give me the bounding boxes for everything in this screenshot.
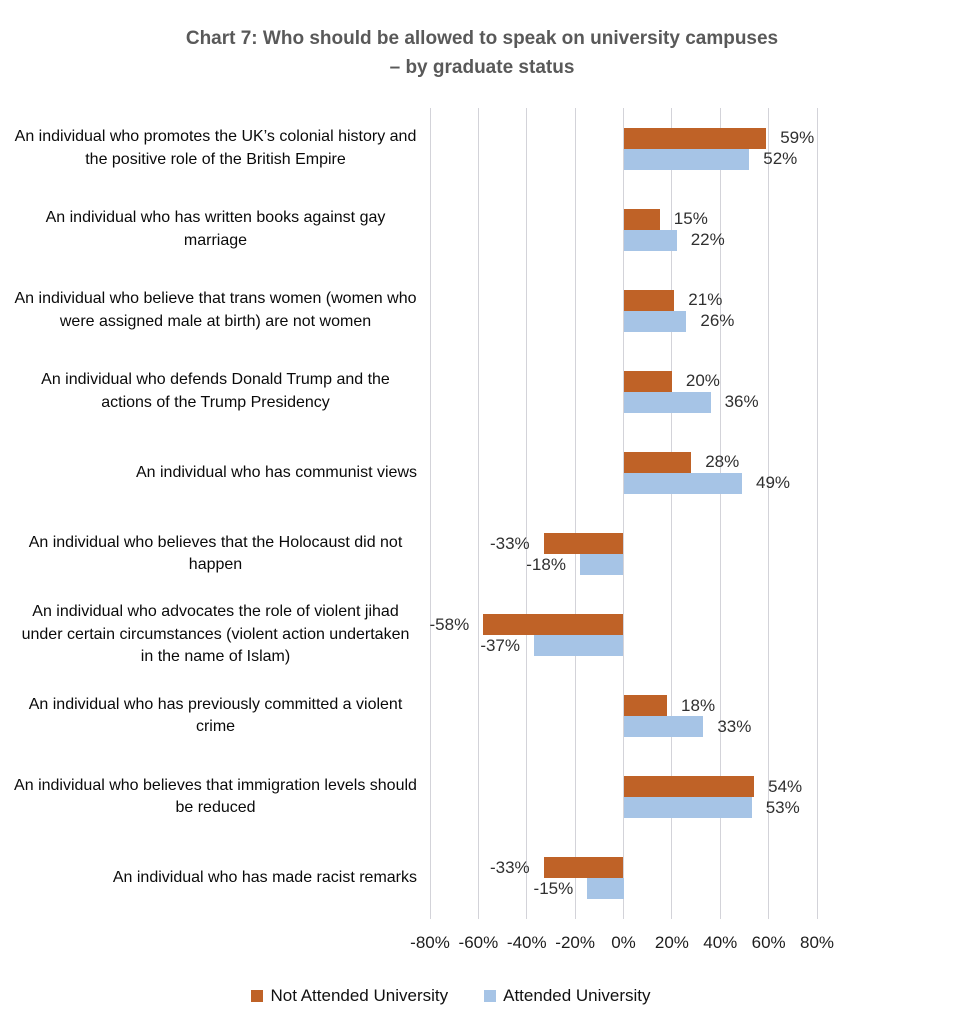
x-axis-tick: -80%	[410, 933, 450, 952]
bar-attended	[624, 392, 711, 413]
bar-attended	[624, 797, 752, 818]
x-axis-tick: 60%	[751, 933, 786, 952]
gridline	[575, 108, 576, 919]
bar-not-attended	[624, 371, 672, 392]
category-label-text: An individual who believes that the Holocaust did not happen	[28, 533, 403, 574]
bar-not-attended	[624, 695, 668, 716]
category-label	[14, 757, 417, 838]
category-label	[14, 432, 417, 513]
bar-attended	[587, 878, 623, 899]
category-label	[14, 108, 417, 189]
category-label	[14, 676, 417, 757]
bar-attended	[534, 635, 623, 656]
category-label	[14, 351, 417, 432]
category-label-text: An individual who has made racist remarks	[112, 869, 417, 887]
category-label-text: An individual who has written books against gay marriage	[45, 209, 386, 249]
value-label: 22%	[690, 230, 725, 250]
value-label: 33%	[717, 716, 752, 736]
category-label-text: An individual who promotes the UK’s colonial history and the positive role of the British Empire	[14, 128, 417, 168]
x-axis-tick: -20%	[555, 933, 595, 952]
x-axis-tick: 80%	[799, 933, 835, 952]
category-label-text: An individual who has previously committed a violent crime	[28, 695, 403, 736]
bar-attended	[624, 149, 750, 170]
legend-item-attended	[484, 986, 650, 1006]
gridline	[817, 108, 818, 919]
bar-attended	[624, 473, 743, 494]
value-label: 36%	[724, 392, 759, 412]
value-label: -37%	[480, 635, 520, 655]
bar-not-attended	[544, 857, 624, 878]
category-label	[14, 189, 417, 270]
value-label: -15%	[533, 878, 574, 898]
value-label: -18%	[526, 554, 566, 574]
value-label: -33%	[489, 533, 530, 553]
category-label-text: An individual who advocates the role of violent jihad under certain circumstances (violent action undertaken in the name of Islam)	[21, 603, 410, 666]
plot-area	[430, 108, 817, 919]
value-label: 53%	[765, 797, 800, 817]
category-label	[14, 270, 417, 351]
x-axis-tick: 40%	[703, 933, 738, 952]
bar-not-attended	[624, 290, 675, 311]
value-label: 54%	[768, 776, 803, 796]
gridline	[430, 108, 431, 919]
category-label-text: An individual who believe that trans women (women who were assigned male at birth) are not women	[14, 290, 417, 330]
legend-swatch-attended-icon	[484, 990, 496, 1002]
legend	[0, 986, 933, 1006]
value-label: 52%	[763, 149, 798, 169]
value-label: -58%	[429, 614, 470, 634]
bar-not-attended	[624, 452, 692, 473]
gridline	[478, 108, 479, 919]
x-axis-tick: -60%	[458, 933, 499, 952]
value-label: 26%	[700, 311, 735, 331]
chart-title	[0, 24, 964, 82]
value-label: 28%	[705, 452, 740, 472]
x-axis-tick: 20%	[654, 933, 689, 952]
category-axis	[14, 108, 417, 919]
category-label	[14, 595, 417, 676]
value-label: 15%	[673, 209, 708, 229]
gridline	[526, 108, 527, 919]
bar-not-attended	[624, 128, 767, 149]
bar-not-attended	[624, 209, 660, 230]
bar-attended	[624, 311, 687, 332]
bar-attended	[624, 716, 704, 737]
legend-item-not-attended	[251, 986, 448, 1006]
category-label-text: An individual who has communist views	[135, 463, 417, 481]
value-label: 18%	[681, 695, 716, 715]
legend-label-not-attended: Not Attended University	[270, 986, 449, 1005]
value-label: -33%	[489, 857, 530, 877]
chart-title-line1: Chart 7: Who should be allowed to speak on university campuses	[185, 28, 779, 49]
category-label-text: An individual who defends Donald Trump and the actions of the Trump Presidency	[41, 371, 390, 411]
legend-swatch-not-attended-icon	[251, 990, 263, 1002]
category-label	[14, 838, 417, 919]
value-label: 20%	[685, 371, 720, 391]
chart-title-line2: – by graduate status	[389, 57, 575, 78]
x-axis	[410, 933, 835, 957]
bar-not-attended	[544, 533, 624, 554]
x-axis-tick: -40%	[506, 933, 547, 952]
x-axis-tick: 0%	[611, 933, 636, 952]
value-label: 49%	[756, 473, 791, 493]
bar-not-attended	[483, 614, 623, 635]
value-label: 59%	[780, 128, 815, 148]
category-label-text: An individual who believes that immigration levels should be reduced	[14, 776, 417, 817]
bar-attended	[624, 230, 677, 251]
bar-attended	[580, 554, 624, 575]
value-label: 21%	[688, 290, 723, 310]
legend-label-attended: Attended University	[503, 986, 651, 1005]
bar-not-attended	[624, 776, 755, 797]
category-label	[14, 514, 417, 595]
